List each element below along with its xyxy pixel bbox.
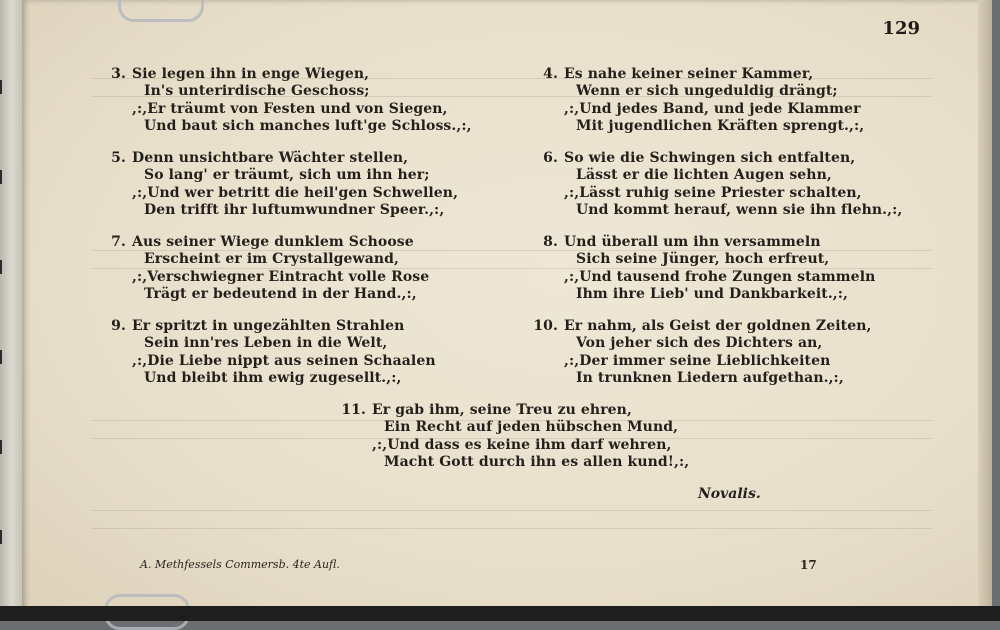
stanza-6 bbox=[536, 150, 902, 219]
verse-line: So lang' er träumt, sich um ihn her; bbox=[144, 167, 430, 184]
spine-marks bbox=[0, 80, 10, 600]
verse-line: Mit jugendlichen Kräften sprengt.,:, bbox=[576, 117, 865, 134]
stanza-8 bbox=[536, 234, 875, 303]
page-number: 129 bbox=[882, 18, 920, 39]
bottom-shadow bbox=[0, 606, 1000, 621]
verse-line: Erscheint er im Crystallgewand, bbox=[144, 251, 400, 268]
verse-line: Sie legen ihn in enge Wiegen, bbox=[132, 66, 370, 82]
verse-line: Sein inn'res Leben in die Welt, bbox=[144, 335, 388, 352]
verse-line: Er gab ihm, seine Treu zu ehren, bbox=[372, 402, 632, 418]
page-edge bbox=[978, 0, 992, 611]
verse-line: Sich seine Jünger, hoch erfreut, bbox=[576, 251, 830, 268]
verse-line: ,:,Und dass es keine ihm darf wehren, bbox=[372, 436, 672, 453]
verse-line: Es nahe keiner seiner Kammer, bbox=[564, 66, 814, 82]
verse-line: Und baut sich manches luft'ge Schloss.,:, bbox=[144, 117, 472, 134]
verse-line: Von jeher sich des Dichters an, bbox=[576, 335, 823, 352]
verse-line: Denn unsichtbare Wächter stellen, bbox=[132, 150, 409, 166]
verse-line: ,:,Der immer seine Lieblichkeiten bbox=[564, 352, 831, 369]
verse-line: Wenn er sich ungeduldig drängt; bbox=[576, 83, 838, 100]
stanza-number: 6. bbox=[543, 150, 558, 166]
verse-line: Ein Recht auf jeden hübschen Mund, bbox=[384, 419, 679, 436]
verse-line: Lässt er die lichten Augen sehn, bbox=[576, 167, 832, 184]
verse-line: So wie die Schwingen sich entfalten, bbox=[564, 150, 856, 166]
stanza-number: 5. bbox=[111, 150, 126, 166]
verse-line: ,:,Er träumt von Festen und von Siegen, bbox=[132, 100, 448, 117]
verse-line: Aus seiner Wiege dunklem Schoose bbox=[132, 234, 414, 250]
stanza-4 bbox=[536, 66, 864, 135]
bleed-staff-line bbox=[92, 510, 932, 511]
verse-line: ,:,Lässt ruhig seine Priester schalten, bbox=[564, 184, 862, 201]
stanza-number: 11. bbox=[341, 402, 366, 418]
verse-line: Ihm ihre Lieb' und Dankbarkeit.,:, bbox=[576, 285, 849, 302]
stanza-10 bbox=[528, 318, 871, 387]
verse-line: Und kommt herauf, wenn sie ihn flehn.,:, bbox=[576, 201, 903, 218]
book-page bbox=[22, 0, 992, 611]
stanza-11 bbox=[336, 402, 689, 471]
verse-line: Trägt er bedeutend in der Hand.,:, bbox=[144, 285, 417, 302]
bleed-staff-line bbox=[92, 528, 932, 529]
verse-line: In trunknen Liedern aufgethan.,:, bbox=[576, 369, 844, 386]
stanza-9 bbox=[104, 318, 436, 387]
page-clip-top bbox=[118, 0, 204, 22]
author-signature: Novalis. bbox=[698, 486, 761, 502]
stanza-number: 7. bbox=[111, 234, 126, 250]
verse-line: ,:,Die Liebe nippt aus seinen Schaalen bbox=[132, 352, 436, 369]
verse-line: Und überall um ihn versammeln bbox=[564, 234, 821, 250]
verse-line: ,:,Und wer betritt die heil'gen Schwellen, bbox=[132, 184, 459, 201]
footer-source: A. Methfessels Commersb. 4te Aufl. bbox=[140, 558, 340, 571]
verse-line: Macht Gott durch ihn es allen kund!,:, bbox=[384, 453, 690, 470]
verse-line: Er nahm, als Geist der goldnen Zeiten, bbox=[564, 318, 872, 334]
verse-line: ,:,Verschwiegner Eintracht volle Rose bbox=[132, 268, 430, 285]
verse-line: ,:,Und tausend frohe Zungen stammeln bbox=[564, 268, 876, 285]
stanza-number: 9. bbox=[111, 318, 126, 334]
verse-line: Er spritzt in ungezählten Strahlen bbox=[132, 318, 405, 334]
stanza-number: 10. bbox=[533, 318, 558, 334]
verse-line: In's unterirdische Geschoss; bbox=[144, 83, 370, 100]
footer-signature-number: 17 bbox=[800, 558, 817, 572]
stanza-7 bbox=[104, 234, 429, 303]
verse-line: Den trifft ihr luftumwundner Speer.,:, bbox=[144, 201, 445, 218]
stanza-number: 3. bbox=[111, 66, 126, 82]
stanza-number: 8. bbox=[543, 234, 558, 250]
stanza-5 bbox=[104, 150, 458, 219]
verse-line: ,:,Und jedes Band, und jede Klammer bbox=[564, 100, 861, 117]
stanza-number: 4. bbox=[543, 66, 558, 82]
stanza-3 bbox=[104, 66, 472, 135]
verse-line: Und bleibt ihm ewig zugesellt.,:, bbox=[144, 369, 402, 386]
